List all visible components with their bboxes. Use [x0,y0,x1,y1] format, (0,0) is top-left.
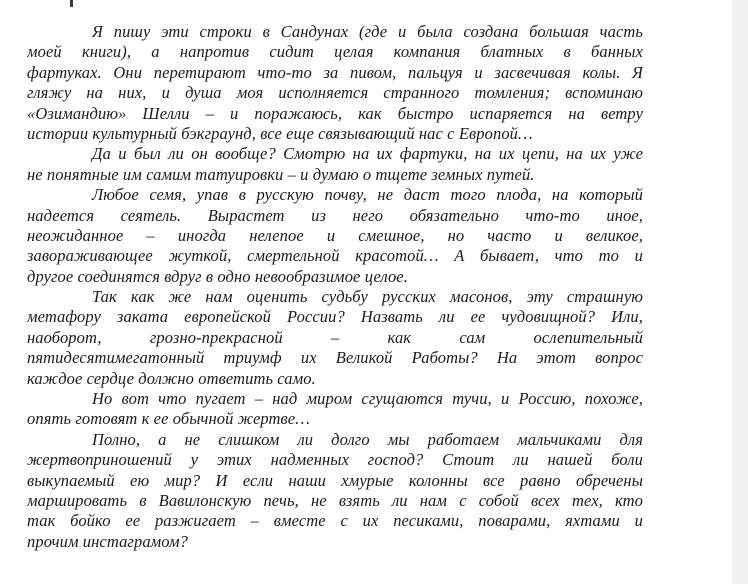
text-line: выкупаемый ею мир? И если наши хмурые колонны все равно обречены [27,470,643,490]
text-line: гляжу на них, и душа моя исполняется странного томления; вспоминаю [27,83,643,103]
text-line: Но вот что пугает – над миром сгущаются тучи, и Россию, похоже, [92,389,643,409]
page-text [27,22,643,552]
text-line: наоборот, грозно-прекрасной – как сам ослепительный [27,327,643,347]
text-line: так бойко ее разжигает – вместе с их песиками, поварами, яхтами и [27,511,643,531]
text-line: не понятные им самим татуировки – и думаю о тщете земных путей. [27,164,535,184]
paragraph [27,430,643,552]
paragraph [27,287,643,389]
page-edge-strip [732,0,748,584]
paragraph [27,185,643,287]
text-line: «Озимандию» Шелли – и поражаюсь, как быстро испаряется на ветру [27,103,643,123]
text-line: Я пишу эти строки в Сандунах (где и была создана большая часть [92,22,643,41]
text-line: опять готовят к ее обычной жертве… [27,409,310,429]
text-line: Любое семя, упав в русскую почву, не даст того плода, на который [92,185,643,205]
text-line: Да и был ли он вообще? Смотрю на их фартуки, на их цепи, на их уже [92,144,643,164]
text-line: метафору заката европейской России? Назвать ли ее чудовищной? Или, [27,307,643,327]
paragraph [27,22,643,144]
text-line: моей книги), а напротив сидит целая компания блатных в банных [27,42,643,62]
text-line: пятидесятимегатонный триумф их Великой Работы? На этот вопрос [27,348,643,368]
text-line: Так как же нам оценить судьбу русских масонов, эту страшную [92,287,643,307]
cutoff-glyph-fragment [70,0,73,7]
paragraph [27,144,643,185]
text-line: каждое сердце должно ответить само. [27,368,316,388]
text-line: Полно, а не слишком ли долго мы работаем мальчиками для [92,429,643,449]
text-line: надеется сеятель. Вырастет из него обязательно что-то иное, [27,205,643,225]
text-line: другое соединятся вдруг в одно невообразимое целое. [27,266,408,286]
text-line: жертвоприношений у этих надменных господ? Стоит ли нашей боли [27,450,643,470]
text-line: прочим инстаграмом? [27,531,188,551]
paragraph [27,389,643,430]
text-line: завораживающее жуткой, смертельной красотой… А бывает, что то и [27,246,643,266]
text-line: неожиданное – иногда нелепое и смешное, но часто и великое, [27,225,643,245]
text-line: фартуках. Они перетирают что-то за пивом, пальцуя и засвечивая колы. Я [27,62,643,82]
text-line: маршировать в Вавилонскую печь, не взять ли нам с собой всех тех, кто [27,490,643,510]
text-line: истории культурный бэкграунд, все еще связывающий нас с Европой… [27,123,533,143]
